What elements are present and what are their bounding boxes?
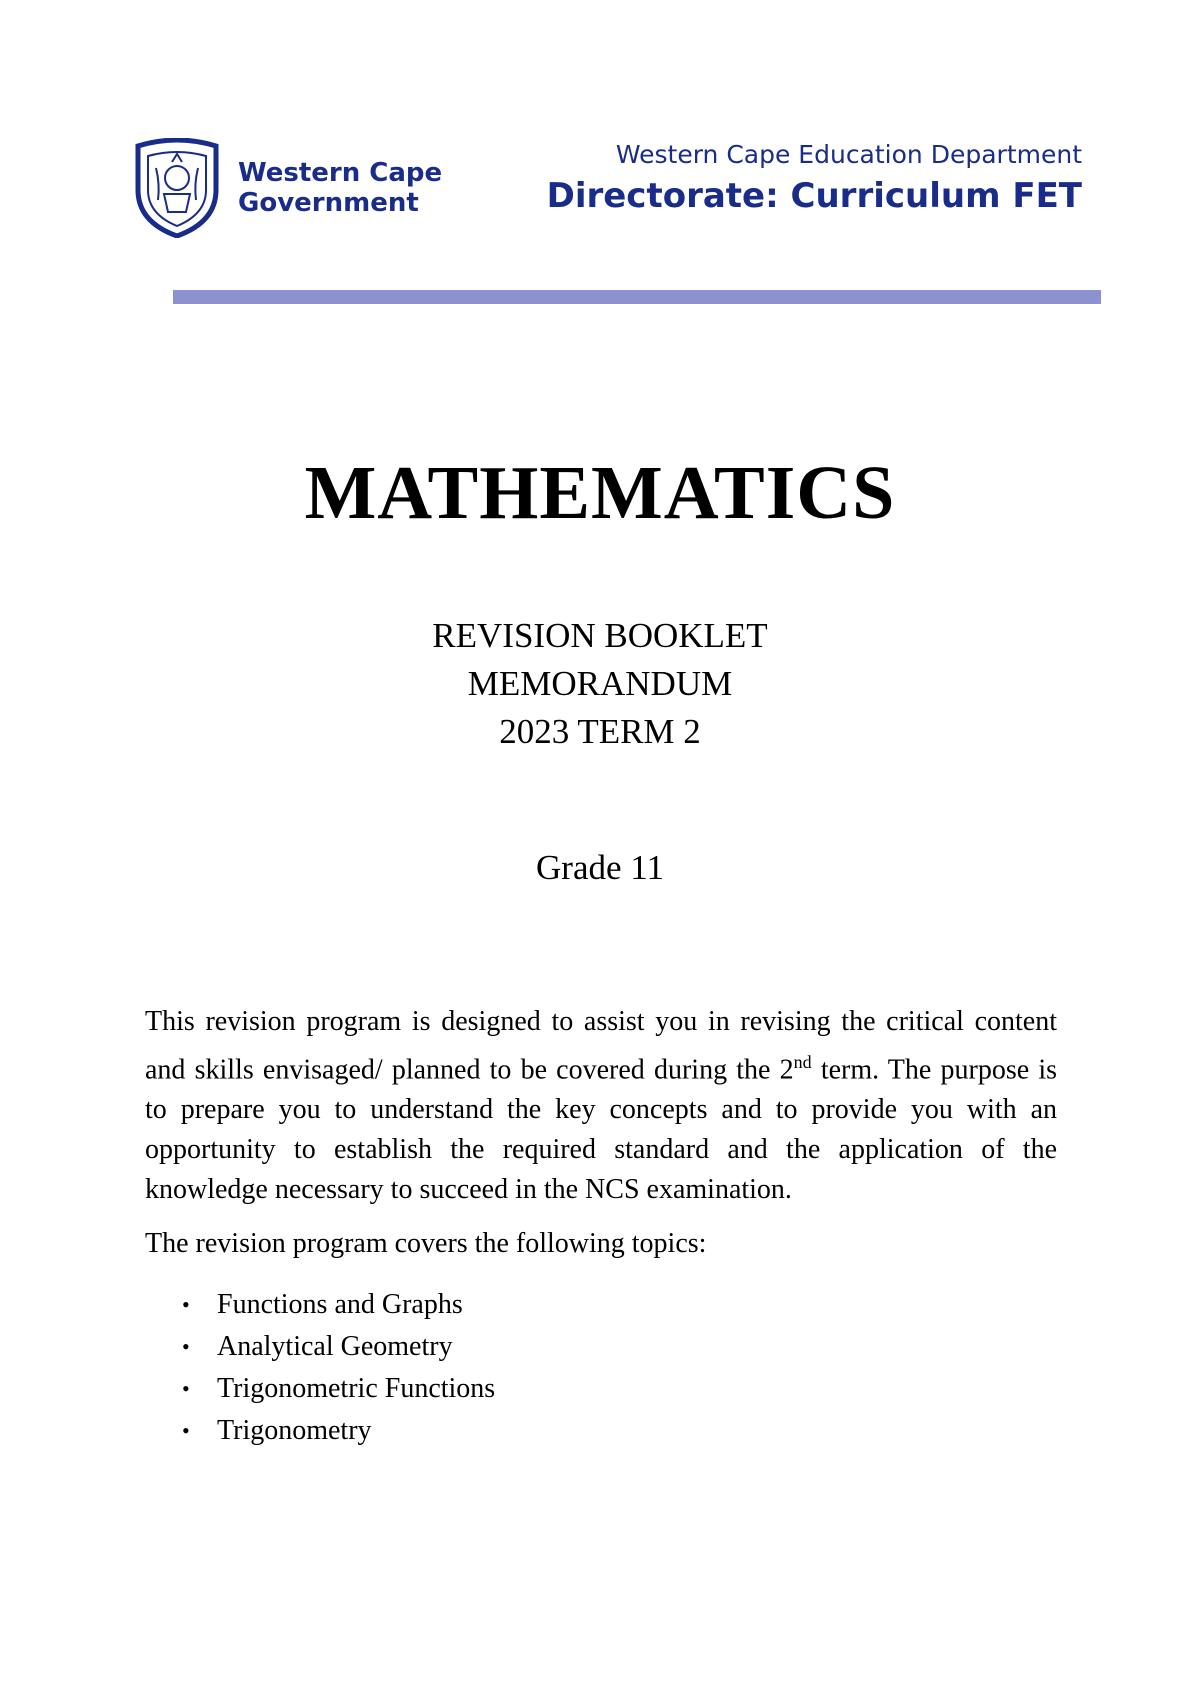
directorate-name: Directorate: Curriculum FET (546, 176, 1082, 216)
bullet-icon: • (182, 1376, 190, 1402)
government-logo (128, 138, 442, 238)
intro-section (145, 1002, 1057, 1452)
department-block (547, 138, 1082, 218)
topic-label: Trigonometry (217, 1415, 372, 1447)
header-divider (173, 290, 1101, 304)
topics-heading: The revision program covers the following topics: (145, 1228, 707, 1260)
bullet-icon: • (182, 1292, 190, 1318)
coat-of-arms-icon (128, 138, 226, 238)
topic-label: Functions and Graphs (217, 1289, 463, 1321)
department-name: Western Cape Education Department (615, 140, 1082, 169)
list-item (145, 1326, 1057, 1368)
list-item (145, 1284, 1057, 1326)
grade-label: Grade 11 (536, 848, 664, 887)
document-title: MATHEMATICS (304, 451, 896, 535)
intro-text-start: This revision program is designed to assist you in revising the critical content and skills envisaged/ planned to be covered during the 2 (145, 1006, 1057, 1086)
subtitle-line: REVISION BOOKLET (432, 616, 768, 655)
intro-paragraph (145, 1002, 1057, 1210)
list-item (145, 1368, 1057, 1410)
bullet-icon: • (182, 1418, 190, 1444)
subtitle-line: MEMORANDUM (467, 664, 733, 703)
list-item (145, 1410, 1057, 1452)
subtitle-line: 2023 TERM 2 (499, 712, 701, 751)
topic-label: Analytical Geometry (217, 1331, 453, 1363)
topic-label: Trigonometric Functions (217, 1373, 496, 1405)
bullet-icon: • (182, 1334, 190, 1360)
ordinal-suffix: nd (793, 1052, 812, 1072)
topics-list (145, 1284, 1057, 1452)
document-header (0, 0, 1200, 300)
government-name-line2: Government (238, 188, 419, 218)
government-name-line1: Western Cape (238, 158, 443, 188)
document-subtitle (0, 612, 1200, 756)
government-name (238, 158, 442, 218)
intro-text-end: term. The purpose is to prepare you to understand the key concepts and to provide you with an opportunity to establish the required standard and the application of the knowledge necessary to succeed in the NCS examination. (145, 1054, 1057, 1206)
